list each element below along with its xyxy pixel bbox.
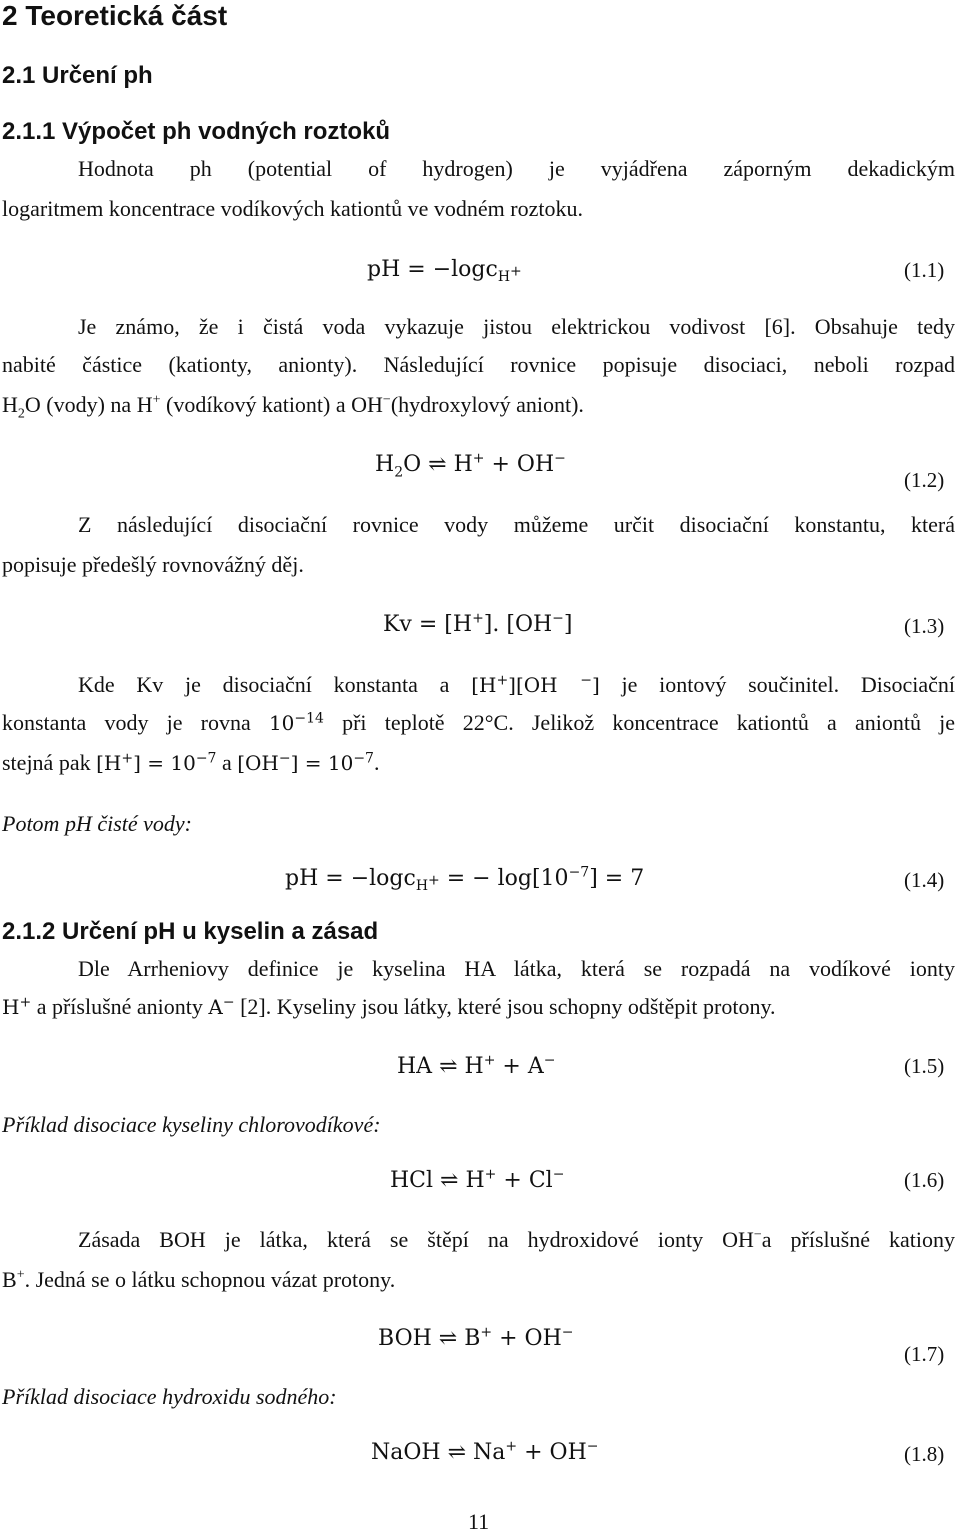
equation-number-1-5: (1.5) [904, 1054, 945, 1078]
equation-1-6: HCl ⇌ H+ + Cl− [390, 1166, 565, 1193]
equation-number-1-3: (1.3) [904, 614, 945, 638]
equation-1-8: NaOH ⇌ Na+ + OH− [371, 1438, 599, 1465]
equation-number-1-8: (1.8) [904, 1442, 945, 1466]
paragraph-arrhenius-line2: H+ a příslušné anionty A− [2]. Kyseliny jsou látky, které jsou schopny odštěpit protony. [2, 994, 776, 1019]
page-number: 11 [468, 1509, 490, 1534]
paragraph-kv-line1: Kde Kv je disociační konstanta a [H+][OH −] je iontový součinitel. Disociační [78, 672, 955, 697]
italic-caption-naoh: Příklad disociace hydroxidu sodného: [2, 1384, 337, 1409]
paragraph-kv-line2: konstanta vody je rovna $10^{-14}$ při teplotě 22°C. Jelikož koncentrace kationtů a aniontů je [2, 710, 955, 735]
italic-caption-hcl: Příklad disociace kyseliny chlorovodíkové: [2, 1112, 381, 1137]
equation-1-3: Kv = [H+]. [OH−] [383, 610, 573, 637]
italic-caption-pure-water: Potom pH čisté vody: [2, 811, 192, 836]
equation-number-1-6: (1.6) [904, 1168, 945, 1192]
equation-1-7: BOH ⇌ B+ + OH− [378, 1324, 574, 1351]
paragraph-ph-definition-line2: logaritmem koncentrace vodíkových kationtů ve vodném roztoku. [2, 196, 584, 221]
equation-number-1-4: (1.4) [904, 868, 945, 892]
equation-1-1: pH = −logc$_{H^+}$ [367, 257, 522, 286]
paragraph-dissociation-line2: popisuje předešlý rovnovážný děj. [2, 552, 304, 577]
equation-1-2: $H_2O$ ⇌ H+ + OH− [375, 450, 566, 481]
paragraph-dissociation-line1: Z následující disociační rovnice vody můžeme určit disociační konstantu, která [78, 512, 955, 537]
equation-1-5: HA ⇌ H+ + A− [397, 1052, 556, 1079]
heading-section-2-1-2: 2.1.2 Určení pH u kyselin a zásad [2, 918, 379, 945]
equation-number-1-2: (1.2) [904, 468, 945, 492]
paragraph-base-line2: B+. Jedná se o látku schopnou vázat protony. [2, 1267, 396, 1292]
equation-number-1-7: (1.7) [904, 1342, 945, 1366]
paragraph-conductivity-line1: Je známo, že i čistá voda vykazuje jistou elektrickou vodivost [6]. Obsahuje tedy [78, 314, 955, 339]
heading-chapter-2: 2 Teoretická část [2, 0, 228, 31]
heading-section-2-1: 2.1 Určení ph [2, 62, 153, 89]
paragraph-conductivity-line3: $H_2O$ (vody) na H+ (vodíkový kationt) a OH−(hydroxylový aniont). [2, 392, 584, 422]
paragraph-arrhenius-line1: Dle Arrheniovy definice je kyselina HA látka, která se rozpadá na vodíkové ionty [78, 956, 955, 981]
equation-number-1-1: (1.1) [904, 258, 945, 282]
paragraph-conductivity-line2: nabité částice (kationty, anionty). Následující rovnice popisuje disociaci, neboli rozpad [2, 352, 955, 377]
heading-section-2-1-1: 2.1.1 Výpočet ph vodných roztoků [2, 118, 391, 145]
paragraph-kv-line3: stejná pak $[H^+] = 10^{-7}$ a $[OH^-] = 10^{-7}$. [2, 750, 380, 775]
paragraph-base-line1: Zásada BOH je látka, která se štěpí na hydroxidové ionty OH−a příslušné kationy [78, 1227, 955, 1252]
equation-1-4: pH = −logc$_{H^+}$ = − $\log[10^{-7}] = 7$ [285, 864, 645, 895]
paragraph-ph-definition-line1: Hodnota ph (potential of hydrogen) je vyjádřena záporným dekadickým [78, 156, 955, 181]
